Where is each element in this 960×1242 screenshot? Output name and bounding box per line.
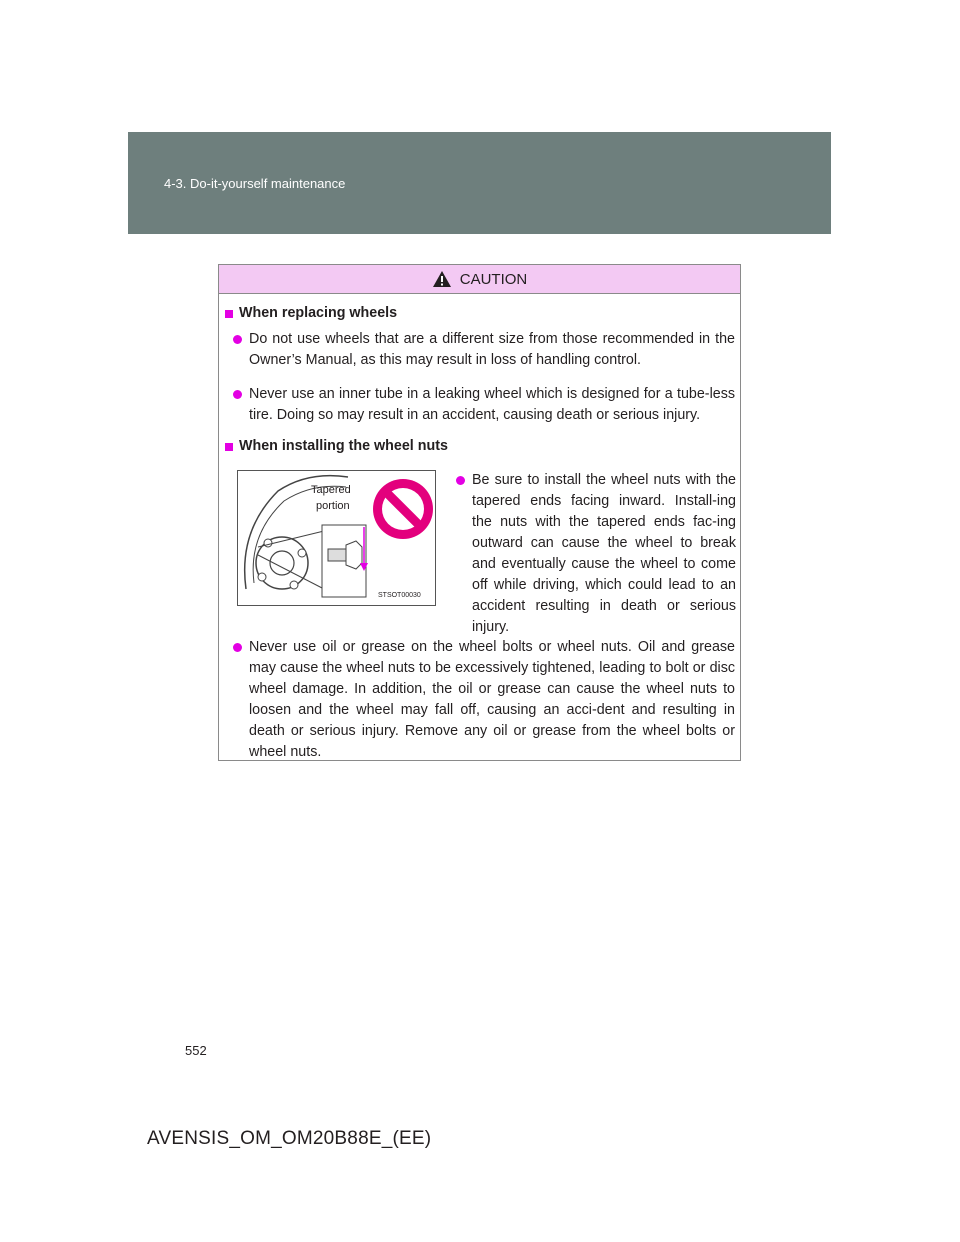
caution-box [218, 264, 741, 761]
section-title: 4-3. Do-it-yourself maintenance [164, 176, 346, 191]
bullet-icon [233, 335, 242, 344]
figure-label-portion: portion [316, 500, 350, 512]
section-heading-replacing-wheels: When replacing wheels [225, 303, 397, 324]
bullet-icon [233, 643, 242, 652]
list-item: Be sure to install the wheel nuts with the tapered ends facing inward. Install-ing the nuts with the tapered ends fac-ing outward can cause the wheel to break and eventually cause the wheel to come off while driving, which could lead to an accident resulting in death or serious injury. [456, 470, 736, 638]
document-code: AVENSIS_OM_OM20B88E_(EE) [147, 1128, 432, 1149]
figure-code: STSOT00030 [378, 592, 421, 599]
list-item: Do not use wheels that are a different size from those recommended in the Owner’s Manual, as this may result in loss of handling control. [233, 329, 735, 371]
square-bullet-icon [225, 443, 233, 451]
section-heading-installing-nuts: When installing the wheel nuts [225, 436, 448, 457]
square-bullet-icon [225, 310, 233, 318]
bullet-icon [456, 476, 465, 485]
wheel-nut-figure [237, 470, 436, 606]
list-item: Never use an inner tube in a leaking wheel which is designed for a tube-less tire. Doing so may result in an accident, causing death or serious injury. [233, 384, 735, 426]
caution-content [219, 294, 740, 760]
bullet-icon [233, 390, 242, 399]
figure-label-tapered: Tapered [311, 484, 351, 496]
section-header-bar [128, 132, 831, 234]
warning-icon [432, 270, 452, 288]
page-number: 552 [185, 1043, 207, 1058]
list-item: Never use oil or grease on the wheel bolts or wheel nuts. Oil and grease may cause the wheel nuts to be excessively tightened, leading to bolt or disc wheel damage. In addition, the oil or grease can cause the wheel nuts to loosen and the wheel may fall off, causing an acci-dent and resulting in death or serious injury. Remove any oil or grease from the wheel bolts or wheel nuts. [233, 637, 735, 763]
caution-title: CAUTION [459, 270, 528, 288]
caution-header [219, 265, 740, 294]
